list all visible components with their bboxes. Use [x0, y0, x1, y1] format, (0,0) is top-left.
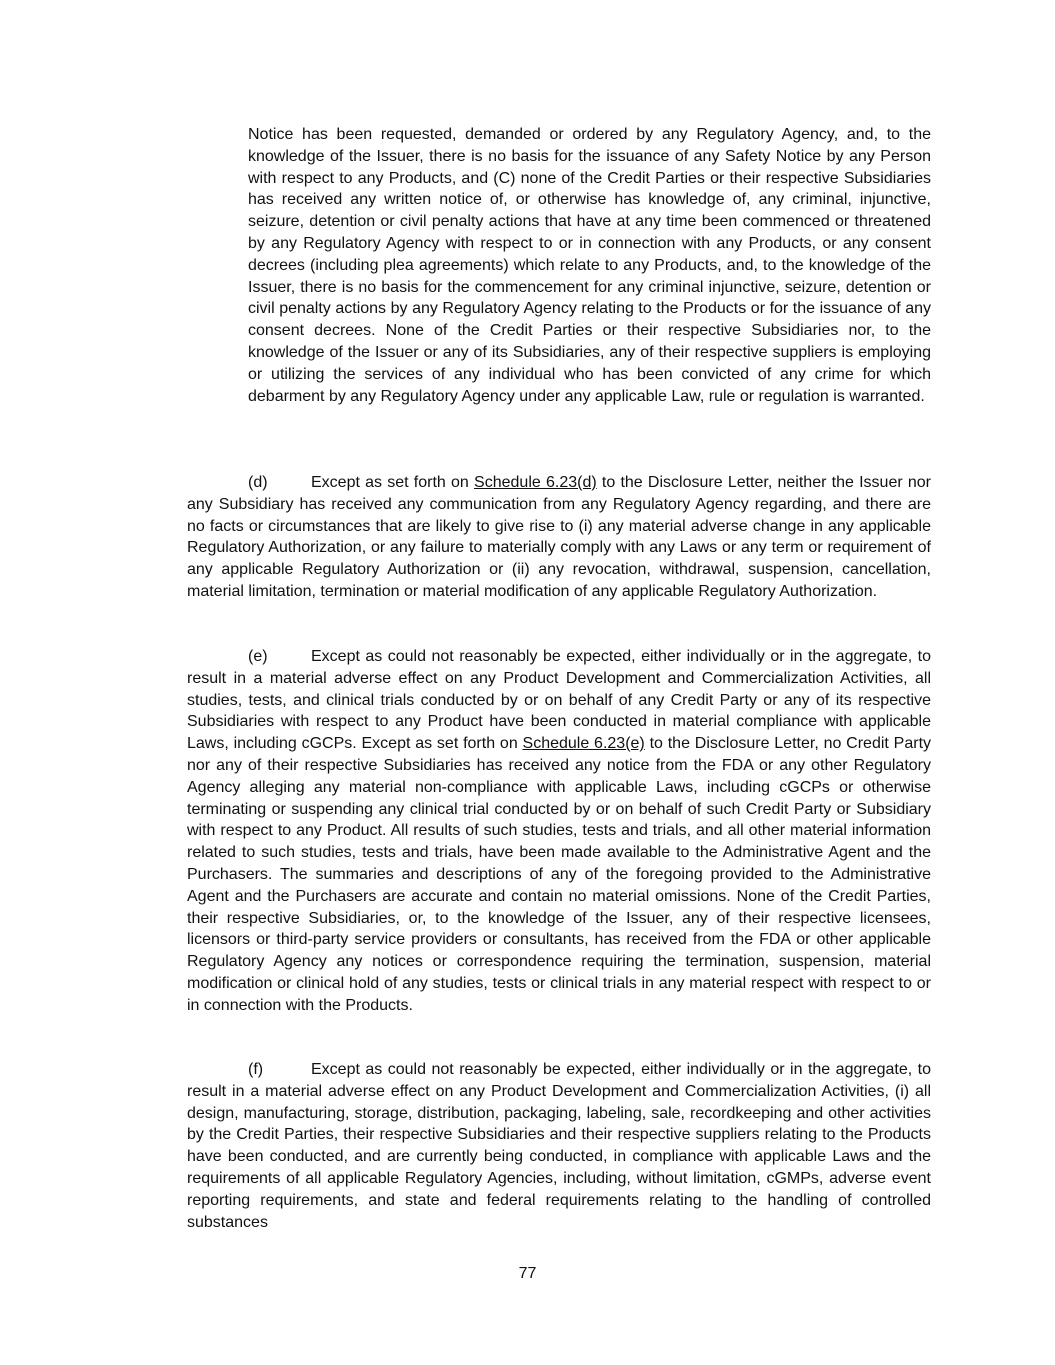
section-d — [187, 472, 931, 603]
section-e — [187, 646, 931, 1017]
section-f-text: Except as could not reasonably be expected, either individually or in the aggregate, to result in a material adverse effect on any Product Development and Commercialization Activities, (i) all design, manufacturing, storage, distribution, packaging, labeling, sale, recordkeeping and other activities by the Credit Parties, their respective Subsidiaries and their respective suppliers relating to the Products have been conducted, and are currently being conducted, in compliance with applicable Laws and the requirements of all applicable Regulatory Agencies, including, without limitation, cGMPs, adverse event reporting requirements, and state and federal requirements relating to the handling of controlled substances — [187, 1061, 931, 1231]
page-number: 77 — [518, 1265, 537, 1282]
schedule-reference-e: Schedule 6.23(e) — [522, 735, 645, 753]
section-d-text-before: Except as set forth on — [311, 474, 475, 491]
paragraph-continuation — [248, 124, 931, 407]
section-f — [187, 1059, 931, 1233]
section-e-text-before: Except as could not reasonably be expected, either individually or in the aggregate, to result in a material adverse effect on any Product Development and Commercialization Activities, all studies, tests, and clinical trials conducted by or on behalf of any Credit Party or any of its respective Subsidiaries with respect to any Product have been conducted in material compliance with applicable Laws, including cGCPs. Except as set forth on — [187, 648, 931, 753]
paragraph-continuation-text: Notice has been requested, demanded or ordered by any Regulatory Agency, and, to the knowledge of the Issuer, there is no basis for the issuance of any Safety Notice by any Person with respect to any Products, and (C) none of the Credit Parties or their respective Subsidiaries has received any written notice of, or otherwise has knowledge of, any criminal, injunctive, seizure, detention or civil penalty actions that have at any time been commenced or threatened by any Regulatory Agency with respect to or in connection with any Products, or any consent decrees (including plea agreements) which relate to any Products, and, to the knowledge of the Issuer, there is no basis for the commencement for any criminal injunctive, seizure, detention or civil penalty actions by any Regulatory Agency relating to the Products or for the issuance of any consent decrees. None of the Credit Parties or their respective Subsidiaries nor, to the knowledge of the Issuer or any of its Subsidiaries, any of their respective suppliers is employing or utilizing the services of any individual who has been convicted of any crime for which debarment by any Regulatory Agency under any applicable Law, rule or regulation is warranted. — [248, 126, 931, 405]
section-e-label: (e) — [248, 648, 268, 665]
schedule-reference-d: Schedule 6.23(d) — [474, 474, 597, 491]
section-d-label: (d) — [248, 474, 268, 491]
section-f-label: (f) — [248, 1061, 264, 1078]
section-e-text-after: to the Disclosure Letter, no Credit Party nor any of their respective Subsidiaries has received any notice from the FDA or any other Regulatory Agency alleging any material non-compliance with applicable Laws, including cGCPs or otherwise terminating or suspending any clinical trial conducted by or on behalf of such Credit Party or Subsidiary with respect to any Product. All results of such studies, tests and trials, and all other material information related to such studies, tests and trials, have been made available to the Administrative Agent and the Purchasers. The summaries and descriptions of any of the foregoing provided to the Administrative Agent and the Purchasers are accurate and contain no material omissions. None of the Credit Parties, their respective Subsidiaries, or, to the knowledge of the Issuer, any of their respective licensees, licensors or third-party service providers or consultants, has received from the FDA or other applicable Regulatory Agency any notices or correspondence requiring the termination, suspension, material modification or clinical hold of any studies, tests or clinical trials in any material respect with respect to or in connection with the Products. — [187, 735, 932, 1014]
section-d-text-after: to the Disclosure Letter, neither the Issuer nor any Subsidiary has received any communication from any Regulatory Agency regarding, and there are no facts or circumstances that are likely to give rise to (i) any material adverse change in any applicable Regulatory Authorization, or any failure to materially comply with any Laws or any term or requirement of any applicable Regulatory Authorization or (ii) any revocation, withdrawal, suspension, cancellation, material limitation, termination or material modification of any applicable Regulatory Authorization. — [187, 474, 932, 600]
